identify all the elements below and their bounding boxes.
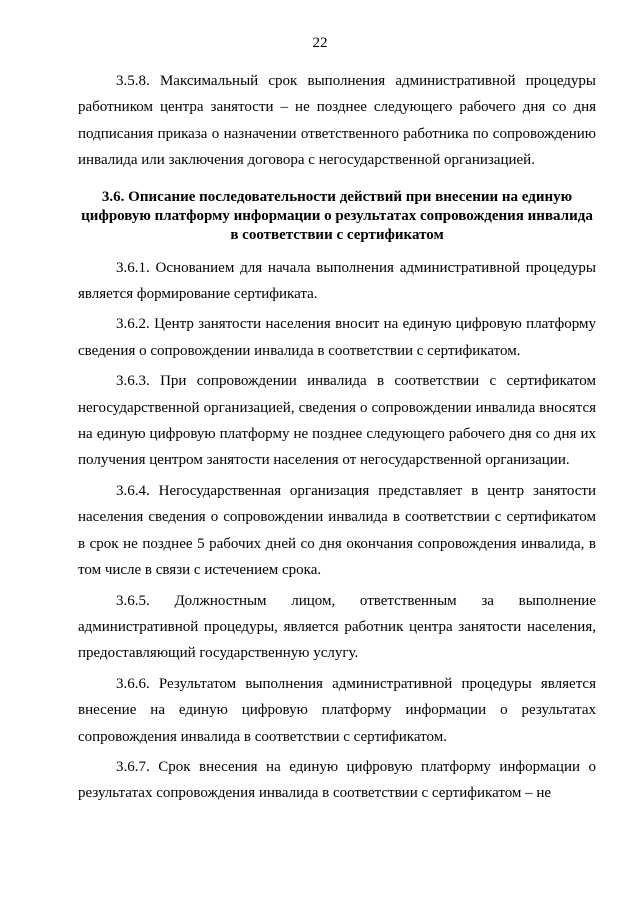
section-heading-line: 3.6. Описание последовательности действий при внесении на единую: [101, 188, 573, 205]
paragraph-3-6-2: 3.6.2. Центр занятости населения вносит на единую цифровую платформу сведения о сопровождении инвалида в соответствии с сертификатом.: [78, 316, 596, 359]
paragraph-3-6-7: 3.6.7. Срок внесения на единую цифровую платформу информации о результатах сопровождения инвалида в соответствии с сертификатом – не: [78, 758, 596, 802]
page-number: 22: [312, 35, 328, 51]
document-body: [78, 68, 596, 811]
paragraph-3-6-4: 3.6.4. Негосударственная организация представляет в центр занятости населения сведения о сопровождении инвалида в соответствии с сертификатом в срок не позднее 5 рабочих дней со дня окончания сопровождения инвалида, в том числе в связи с истечением срока.: [78, 482, 596, 579]
paragraph-3-6-1: 3.6.1. Основанием для начала выполнения административной процедуры является формирование сертификата.: [78, 259, 596, 303]
section-heading-line: цифровую платформу информации о результатах сопровождения инвалида: [81, 207, 593, 224]
paragraph-3-6-3: 3.6.3. При сопровождении инвалида в соответствии с сертификатом негосударственной организацией, сведения о сопровождении инвалида вносятся на единую цифровую платформу не позднее следующего рабочего дня со дня их получения центром занятости населения от негосударственной организации.: [78, 373, 596, 469]
section-heading-line: в соответствии с сертификатом: [230, 226, 444, 243]
paragraph-3-6-5: 3.6.5. Должностным лицом, ответственным за выполнение административной процедуры, является работник центра занятости населения, предоставляющий государственную услугу.: [78, 592, 596, 662]
section-heading-3-6: [78, 188, 596, 245]
paragraph-3-6-6: 3.6.6. Результатом выполнения административной процедуры является внесение на единую цифровую платформу информации о результатах сопровождения инвалида в соответствии с сертификатом.: [78, 675, 596, 745]
paragraph-3-5-8: 3.5.8. Максимальный срок выполнения административной процедуры работником центра занятости – не позднее следующего рабочего дня со дня подписания приказа о назначении ответственного работника по сопровождению инвалида или заключения договора с негосударственной организацией.: [78, 73, 596, 169]
